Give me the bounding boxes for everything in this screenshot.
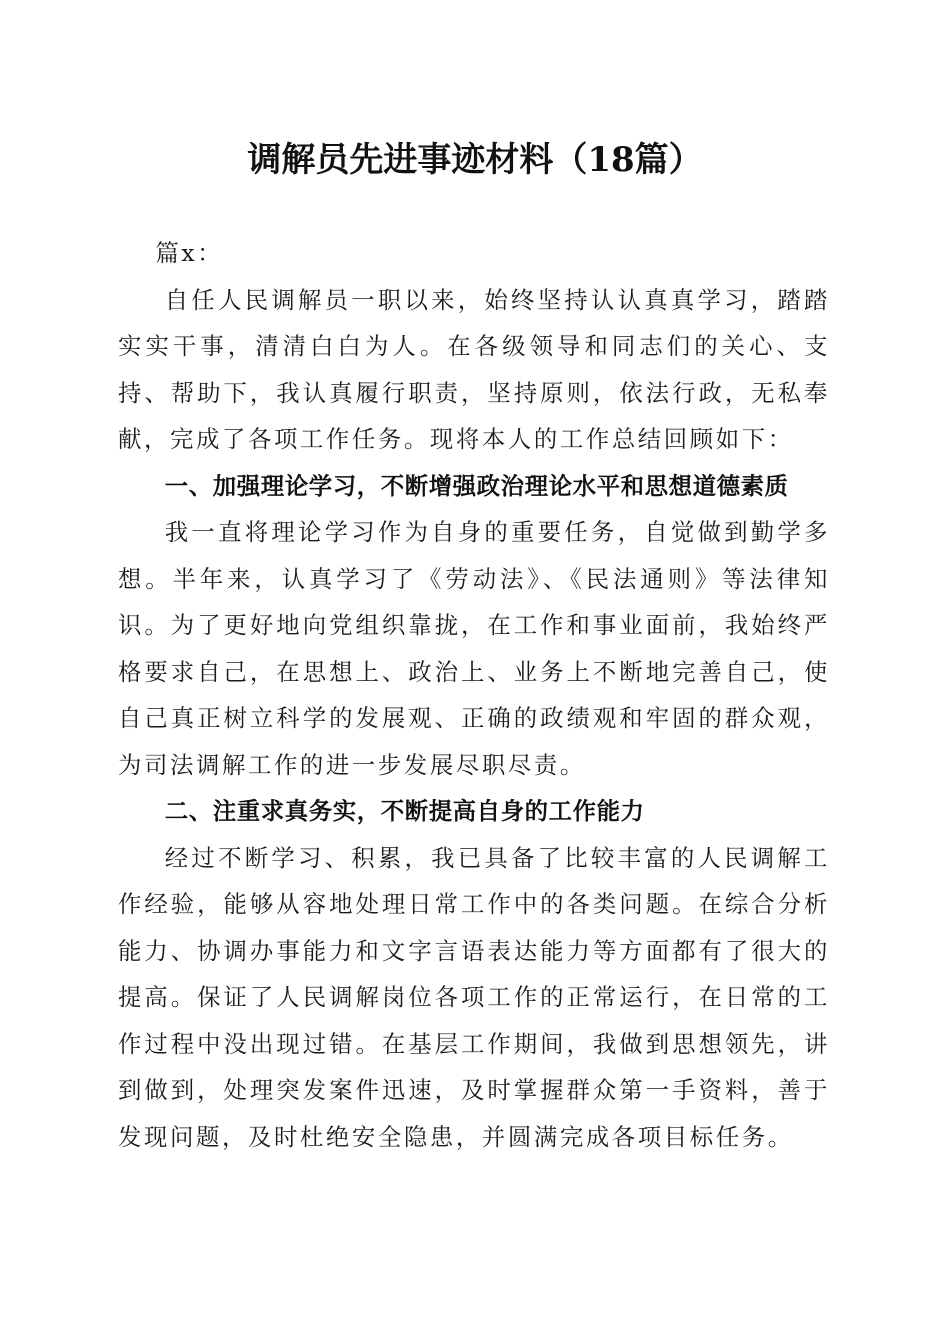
paragraph-section-1: 我一直将理论学习作为自身的重要任务，自觉做到勤学多想。半年来，认真学习了《劳动法》、《民法通则》等法律知识。为了更好地向党组织靠拢，在工作和事业面前，我始终严格要求自己，在思想上、政治上、业务上不断地完善自己，使自己真正树立科学的发展观、正确的政绩观和牢固的群众观，为司法调解工作的进一步发展尽职尽责。 — [118, 518, 830, 779]
heading-section-1: 一、加强理论学习，不断增强政治理论水平和思想道德素质 — [164, 471, 789, 500]
document-body — [118, 230, 830, 1160]
paragraph-intro: 自任人民调解员一职以来，始终坚持认认真真学习，踏踏实实干事，清清白白为人。在各级领导和同志们的关心、支持、帮助下，我认真履行职责，坚持原则，依法行政，无私奉献，完成了各项工作任务。现将本人的工作总结回顾如下： — [118, 285, 830, 453]
section-label: 篇x： — [155, 239, 224, 267]
paragraph-section-2: 经过不断学习、积累，我已具备了比较丰富的人民调解工作经验，能够从容地处理日常工作中的各类问题。在综合分析能力、协调办事能力和文字言语表达能力等方面都有了很大的提高。保证了人民调解岗位各项工作的正常运行，在日常的工作过程中没出现过错。在基层工作期间，我做到思想领先，讲到做到，处理突发案件迅速，及时掌握群众第一手资料，善于发现问题，及时杜绝安全隐患，并圆满完成各项目标任务。 — [118, 843, 830, 1151]
document-title: 调解员先进事迹材料（18篇） — [247, 140, 703, 180]
heading-section-2: 二、注重求真务实，不断提高自身的工作能力 — [164, 797, 645, 825]
